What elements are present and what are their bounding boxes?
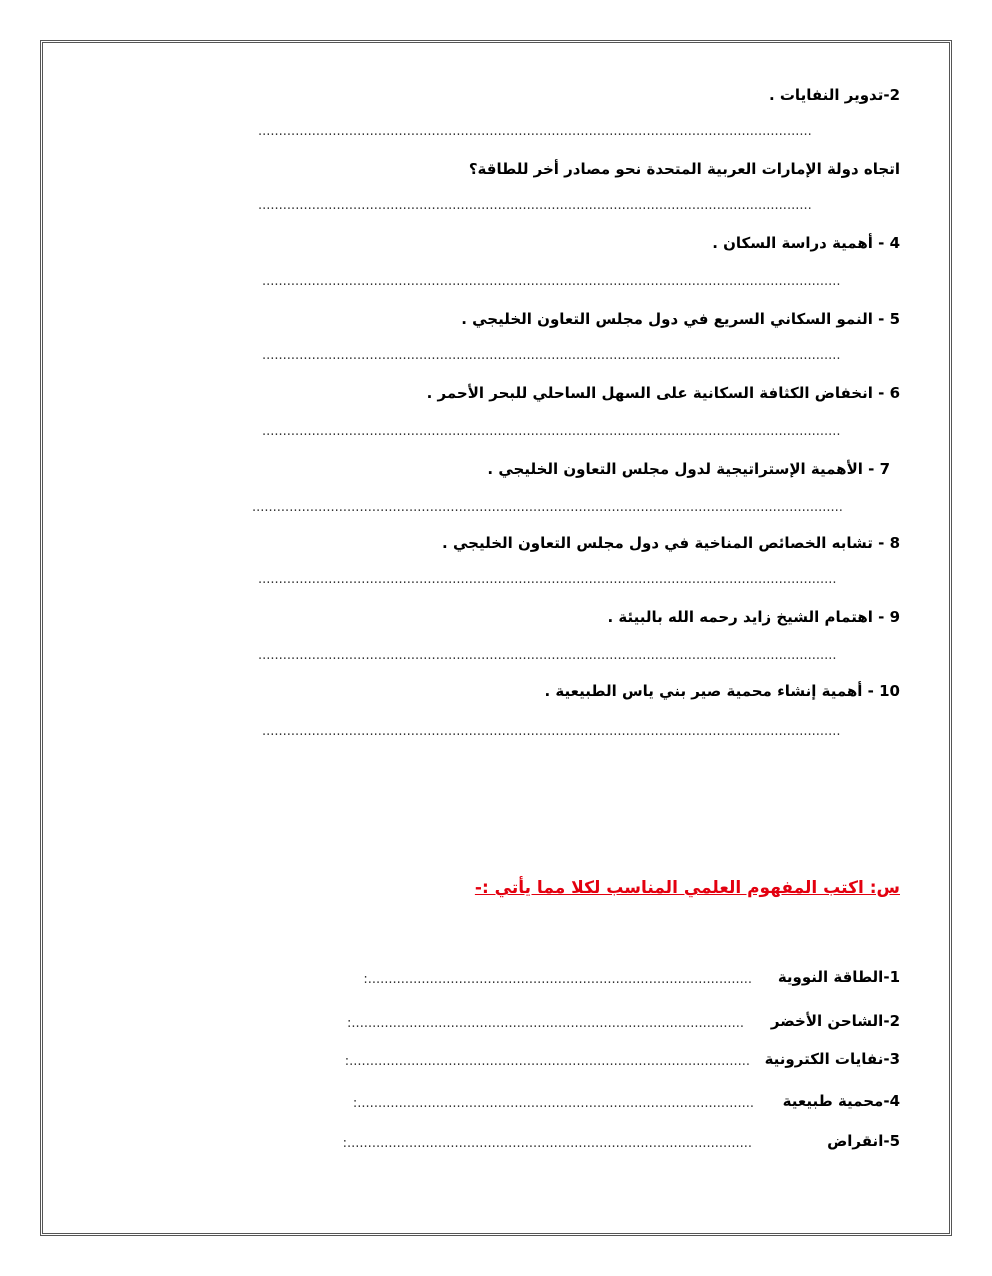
answer-line-9: ............................................................................................................................................ <box>262 724 841 739</box>
question-4: 5 - النمو السكاني السريع في دول مجلس التعاون الخليجي . <box>461 310 900 328</box>
question-5: 6 - انخفاض الكثافة السكانية على السهل الساحلي للبحر الأحمر . <box>426 384 900 402</box>
term-answer-2: :............................................................................................... <box>347 1016 744 1031</box>
answer-line-8: ............................................................................................................................................ <box>258 648 837 663</box>
term-answer-1: :............................................................................................. <box>363 972 752 987</box>
answer-line-1: ...................................................................................................................................... <box>258 124 812 139</box>
answer-line-2: ...................................................................................................................................... <box>258 198 812 213</box>
answer-line-5: ............................................................................................................................................ <box>262 424 841 439</box>
term-label: 1-الطاقة النووية <box>777 968 900 986</box>
section-heading: س: اكتب المفهوم العلمي المناسب لكلا مما يأتي :- <box>474 878 900 898</box>
term-label: 5-انقراض <box>827 1132 900 1150</box>
answer-line-6: ............................................................................................................................................... <box>252 500 843 515</box>
term-label: 3-نفايات الكترونية <box>764 1050 900 1068</box>
question-7: 8 - تشابه الخصائص المناخية في دول مجلس التعاون الخليجي . <box>442 534 900 552</box>
question-3: 4 - أهمية دراسة السكان . <box>712 234 900 252</box>
answer-line-3: ............................................................................................................................................ <box>262 274 841 289</box>
term-5 <box>827 1132 900 1150</box>
question-9: 10 - أهمية إنشاء محمية صير بني ياس الطبيعية . <box>544 682 900 700</box>
term-answer-3: :................................................................................................. <box>344 1054 750 1069</box>
question-8: 9 - اهتمام الشيخ زايد رحمه الله بالبيئة . <box>607 608 900 626</box>
answer-line-4: ............................................................................................................................................ <box>262 348 841 363</box>
answer-line-7: ............................................................................................................................................ <box>258 572 837 587</box>
term-4 <box>783 1092 900 1110</box>
question-2: اتجاه دولة الإمارات العربية المتحدة نحو مصادر أخر للطاقة؟ <box>468 160 900 178</box>
term-answer-4: :................................................................................................ <box>352 1096 754 1111</box>
question-6: 7 - الأهمية الإستراتيجية لدول مجلس التعاون الخليجي . <box>487 460 890 478</box>
term-label: 2-الشاحن الأخضر <box>770 1012 900 1030</box>
term-2 <box>771 1012 900 1030</box>
question-1: 2-تدوير النفايات . <box>768 86 900 104</box>
term-answer-5: :.................................................................................................. <box>342 1136 752 1151</box>
term-3 <box>765 1050 900 1068</box>
term-1 <box>778 968 900 986</box>
term-label: 4-محمية طبيعية <box>782 1092 900 1110</box>
